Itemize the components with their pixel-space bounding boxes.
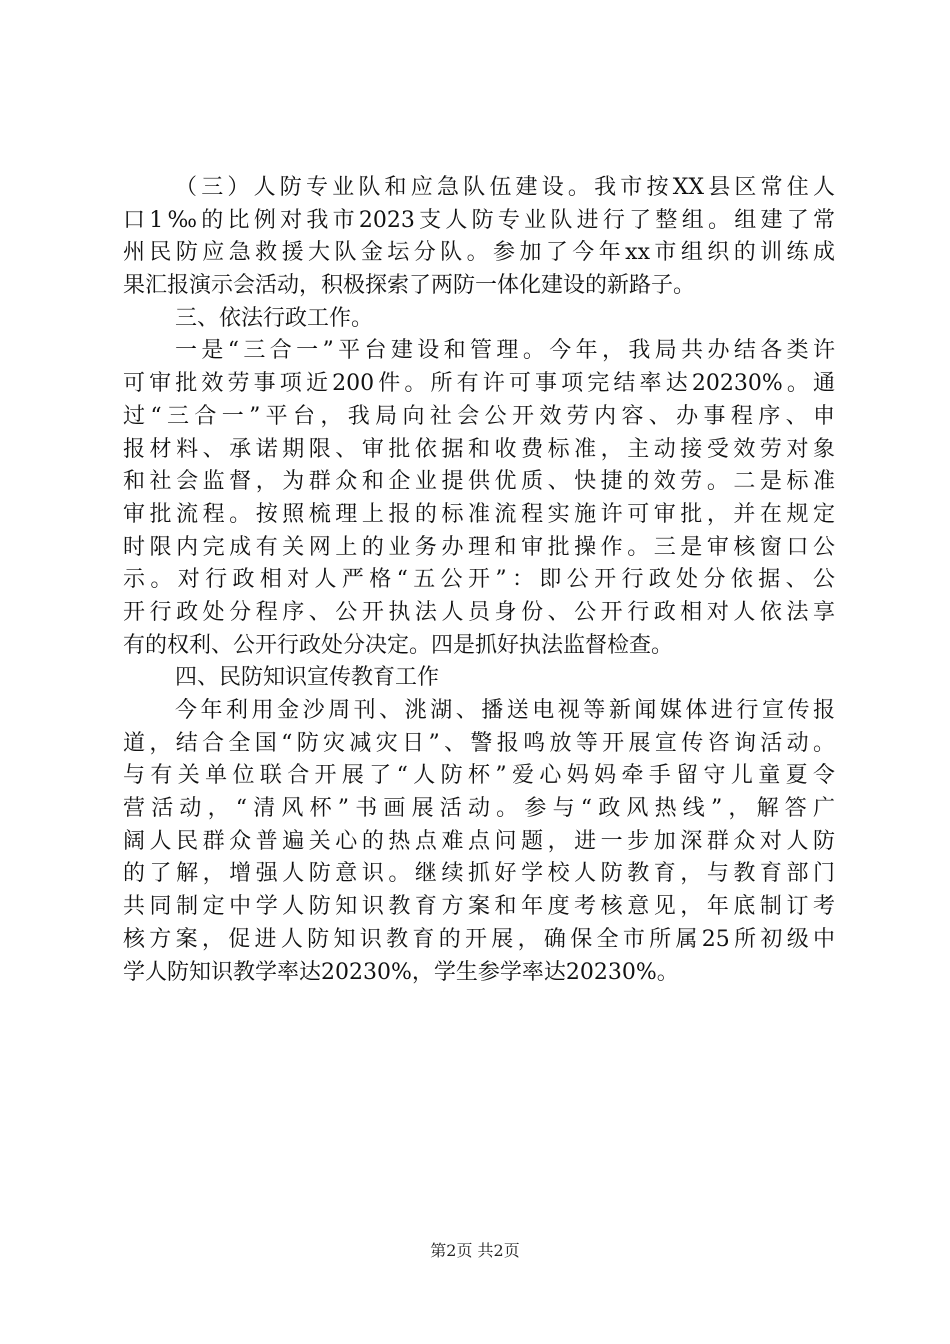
section-heading: 三、依法行政工作。 (175, 305, 374, 331)
page-number-footer: 第2页 共2页 (430, 1241, 520, 1260)
text-line: 核方案，促进人防知识教育的开展，确保全市所属25所初级中 (123, 926, 835, 952)
text-line: 过“三合一”平台，我局向社会公开效劳内容、办事程序、申 (123, 403, 835, 429)
text-line: 的了解，增强人防意识。继续抓好学校人防教育，与教育部门 (123, 861, 835, 887)
text-line: 与有关单位联合开展了“人防杯”爱心妈妈牵手留守儿童夏令 (123, 763, 835, 789)
text-line: 共同制定中学人防知识教育方案和年度考核意见，年底制订考 (123, 894, 835, 920)
paragraph-platform-management (123, 335, 835, 662)
text-line: 州民防应急救援大队金坛分队。参加了今年xx市组织的训练成 (123, 240, 835, 266)
text-line: 学人防知识教学率达20230%，学生参学率达20230%。 (123, 959, 679, 985)
paragraph-civil-defense-teams (123, 172, 835, 303)
section-heading: 四、民防知识宣传教育工作 (175, 665, 440, 691)
text-line: 阔人民群众普遍关心的热点难点问题，进一步加深群众对人防 (123, 828, 835, 854)
text-line: 可审批效劳事项近200件。所有许可事项完结率达20230%。通 (123, 371, 835, 397)
text-line: 一是“三合一”平台建设和管理。今年，我局共办结各类许 (175, 338, 835, 364)
text-line: 营活动，“清风杯”书画展活动。参与“政风热线”，解答广 (123, 796, 835, 822)
text-line: 有的权利、公开行政处分决定。四是抓好执法监督检查。 (123, 632, 674, 658)
text-line: 道，结合全国“防灾减灾日”、警报鸣放等开展宣传咨询活动。 (123, 730, 835, 756)
heading-civil-defense-education (123, 662, 835, 695)
heading-administration-by-law (123, 303, 835, 336)
text-line: 口1‰的比例对我市2023支人防专业队进行了整组。组建了常 (123, 207, 835, 233)
document-body (123, 172, 835, 989)
text-line: 审批流程。按照梳理上报的标准流程实施许可审批，并在规定 (123, 501, 835, 527)
text-line: 示。对行政相对人严格“五公开”：即公开行政处分依据、公 (123, 567, 835, 593)
text-line: 时限内完成有关网上的业务办理和审批操作。三是审核窗口公 (123, 534, 835, 560)
text-line: 果汇报演示会活动，积极探索了两防一体化建设的新路子。 (123, 273, 696, 299)
text-line: 报材料、承诺期限、审批依据和收费标准，主动接受效劳对象 (123, 436, 835, 462)
text-line: 和社会监督，为群众和企业提供优质、快捷的效劳。二是标准 (123, 469, 835, 495)
text-line: 今年利用金沙周刊、洮湖、播送电视等新闻媒体进行宣传报 (175, 698, 835, 723)
paragraph-publicity-education (123, 695, 835, 989)
text-line: （三）人防专业队和应急队伍建设。我市按XX县区常住人 (175, 175, 835, 200)
text-line: 开行政处分程序、公开执法人员身份、公开行政相对人依法享 (123, 599, 835, 625)
